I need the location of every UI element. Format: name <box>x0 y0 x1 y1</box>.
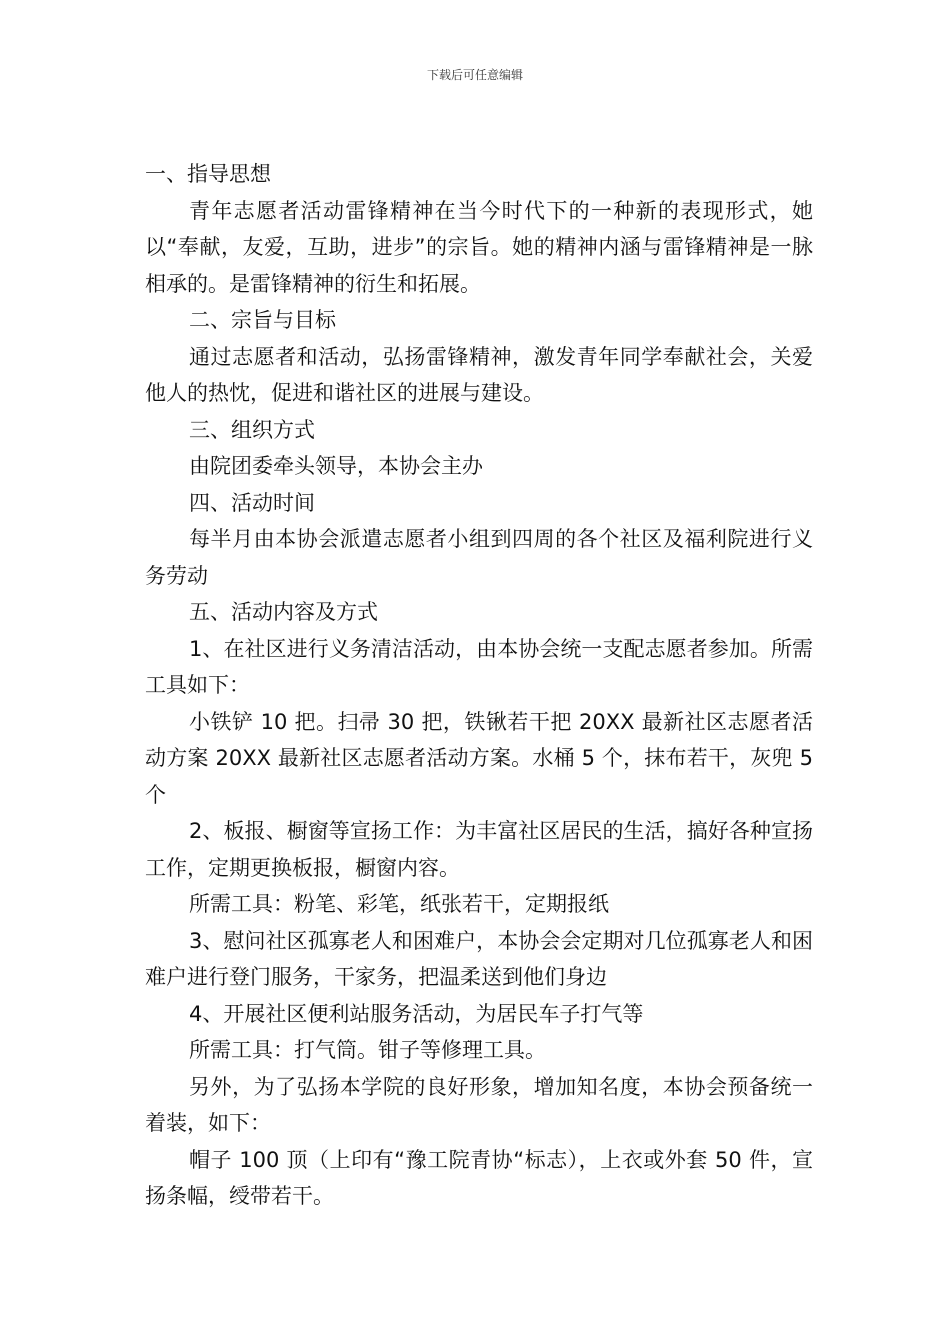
paragraph: 青年志愿者活动雷锋精神在当今时代下的一种新的表现形式，她以“奉献，友爱，互助，进步”的宗旨。她的精神内涵与雷锋精神是一脉相承的。是雷锋精神的衍生和拓展。 <box>145 198 813 296</box>
section-heading: 三、组织方式 <box>189 417 315 442</box>
page-header-note: 下载后可任意编辑 <box>426 68 523 82</box>
paragraph: 另外，为了弘扬本学院的良好形象，增加知名度，本协会预备统一着装，如下： <box>145 1074 813 1135</box>
section-heading: 四、活动时间 <box>189 490 315 515</box>
section-heading: 一、指导思想 <box>145 162 271 186</box>
paragraph: 每半月由本协会派遣志愿者小组到四周的各个社区及福利院进行义务劳动 <box>145 527 813 588</box>
paragraph: 通过志愿者和活动，弘扬雷锋精神，激发青年同学奉献社会，关爱他人的热忱，促进和谐社区的进展与建设。 <box>145 344 813 405</box>
list-item: 4、开展社区便利站服务活动，为居民车子打气等 <box>189 1001 644 1026</box>
list-item: 2、板报、橱窗等宣扬工作：为丰富社区居民的生活，搞好各种宣扬工作，定期更换板报，橱窗内容。 <box>145 819 813 880</box>
list-item: 1、在社区进行义务清洁活动，由本协会统一支配志愿者参加。所需工具如下： <box>145 636 813 697</box>
list-item: 3、慰问社区孤寡老人和困难户，本协会会定期对几位孤寡老人和困难户进行登门服务，干家务，把温柔送到他们身边 <box>145 928 813 989</box>
paragraph: 所需工具：打气筒。钳子等修理工具。 <box>189 1038 546 1062</box>
paragraph: 小铁铲 10 把。扫帚 30 把，铁锹若干把 20XX 最新社区志愿者活动方案 20XX 最新社区志愿者活动方案。水桶 5 个，抹布若干，灰兜 5 个 <box>145 709 813 807</box>
document-body <box>145 156 813 1215</box>
paragraph: 所需工具：粉笔、彩笔，纸张若干，定期报纸 <box>189 892 609 916</box>
paragraph: 由院团委牵头领导，本协会主办 <box>189 454 483 478</box>
section-heading: 五、活动内容及方式 <box>189 600 378 624</box>
section-heading: 二、宗旨与目标 <box>189 308 336 332</box>
paragraph: 帽子 100 顶（上印有“豫工院青协“标志），上衣或外套 50 件，宣扬条幅，绶带若干。 <box>145 1147 813 1208</box>
